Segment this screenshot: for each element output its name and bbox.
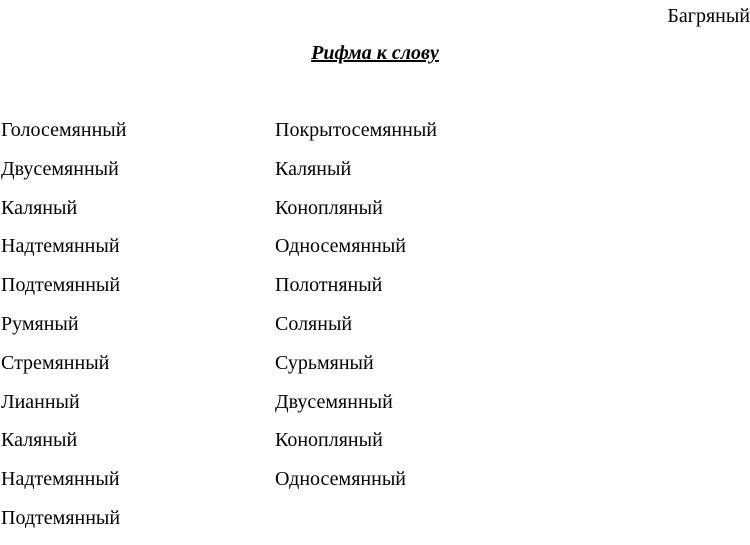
word-item: Стремянный xyxy=(1,351,110,374)
word-item: Односемянный xyxy=(275,235,406,258)
word-item: Односемянный xyxy=(275,468,406,491)
word-item: Конопляный xyxy=(275,196,383,219)
word-item: Надтемянный xyxy=(1,235,120,258)
corner-word: Багряный xyxy=(667,5,750,27)
word-item: Двусемянный xyxy=(275,390,393,413)
right-word-column xyxy=(275,118,437,506)
word-item: Каляный xyxy=(275,157,352,180)
word-item: Покрытосемянный xyxy=(275,119,437,141)
word-item: Сурьмяный xyxy=(275,351,374,374)
word-item: Подтемянный xyxy=(1,506,121,529)
word-item: Каляный xyxy=(1,196,78,219)
word-item: Надтемянный xyxy=(1,468,120,491)
left-word-column xyxy=(1,118,126,545)
word-item: Голосемянный xyxy=(1,119,127,141)
word-item: Подтемянный xyxy=(1,274,121,297)
word-item: Каляный xyxy=(1,429,78,452)
page-title: Рифма к слову xyxy=(311,42,439,64)
word-item: Двусемянный xyxy=(1,157,119,180)
word-item: Конопляный xyxy=(275,429,383,452)
word-item: Румяный xyxy=(1,312,79,335)
word-item: Полотняный xyxy=(275,274,383,297)
word-item: Лианный xyxy=(1,390,80,413)
word-item: Соляный xyxy=(275,312,353,335)
